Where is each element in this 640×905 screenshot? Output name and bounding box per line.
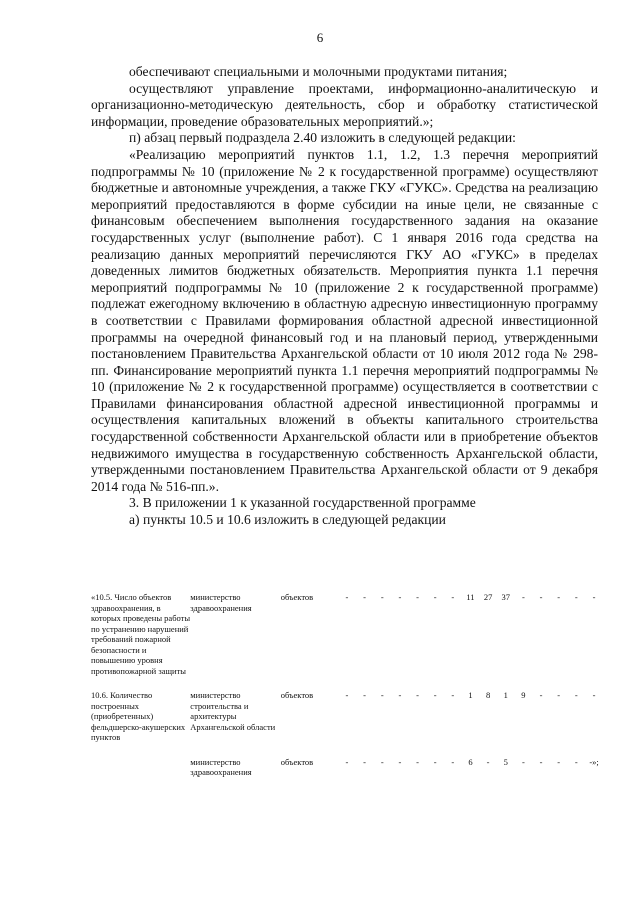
table-row [91,592,603,676]
value-cell: - [398,756,402,767]
value-cell: 37 [501,592,510,602]
value-cell: - [521,592,525,602]
unit: объектов [280,690,314,700]
value-cell: - [363,690,367,700]
value-cell: - [433,592,437,602]
value-cell: - [574,592,578,602]
value-cell: - [345,690,349,700]
value-cell: - [363,592,367,602]
value-cell: - [416,592,419,602]
value-cell: - [380,756,384,767]
value-cell: - [557,592,561,602]
responsible-ministry: министерство здравоохранения [190,756,252,777]
value-cell: - [433,756,437,767]
value-cell: 27 [483,592,493,602]
value-cell: - [451,756,455,767]
value-cell: 1 [468,690,473,700]
value-cell: - [451,592,455,602]
value-cell: 9 [521,690,526,700]
value-cell: - [433,690,437,700]
indicator-name [91,757,190,778]
table-row [91,757,603,778]
value-cell: - [416,690,419,700]
value-cell: - [539,592,543,602]
value-cell: - [592,592,596,602]
value-cell: - [416,756,419,767]
value-cell: 6 [468,756,473,767]
value-cell: - [345,592,349,602]
paragraph: п) абзац первый подраздела 2.40 изложить в следующей редакции: [129,130,516,146]
value-cell: - [574,690,578,700]
value-cell: - [398,690,402,700]
paragraph: а) пункты 10.5 и 10.6 изложить в следующей редакции [129,512,446,528]
value-cell: - [380,690,384,700]
responsible-ministry: министерство строительства и архитектуры Архангельской области [190,690,276,732]
value-cell: - [345,756,349,767]
row-spacer [91,676,603,690]
spacer-cell [91,743,603,757]
value-cell: 8 [485,690,491,700]
value-cell: - [557,690,561,700]
value-cell: 5 [503,756,508,767]
value-cell: - [539,690,543,700]
table-row [91,690,603,743]
indicator-name: «10.5. Число объектов здравоохранения, в которых проведены работы по устранению нарушений требований пожарной безопасности и повышению уровня противопожарной защиты [91,592,191,676]
value-cell: - [574,756,578,767]
value-cell: - [557,756,561,767]
value-cell: - [451,690,455,700]
unit: объектов [280,592,314,602]
spacer-cell [91,676,603,690]
page-number: 6 [316,30,324,45]
unit: объектов [280,756,314,767]
value-cell: - [592,690,596,700]
value-cell: -»; [589,756,599,767]
indicator-name: 10.6. Количество построенных (приобретенных) фельдшерско-акушерских пунктов [91,690,186,742]
document-body [91,64,598,529]
value-cell: - [521,756,525,767]
paragraph: обеспечивают специальными и молочными продуктами питания; [129,64,508,79]
value-cell: - [398,592,402,602]
value-cell: - [363,756,367,767]
value-cell: - [486,756,490,767]
value-cell: 11 [466,592,475,602]
paragraph: 3. В приложении 1 к указанной государственной программе [129,495,476,511]
paragraph: «Реализацию мероприятий пунктов 1.1, 1.2, 1.3 перечня мероприятий подпрограммы № 10 (приложение № 2 к государственной программе) осуществляют бюджетные и автономные учреждения, а также ГКУ «ГУКС». Средства на реализацию мероприятий предоставляются в форме субсидии на иные цели, не связанные с финансовым обеспечением выполнения государственного задания на оказание государственных услуг (выполнение работ). С 1 января 2016 года средства на реализацию данных мероприятий перечисляются ГКУ АО «ГУКС» в пределах доведенных лимитов бюджетных обязательств. Мероприятия пункта 1.1 перечня мероприятий подпрограммы № 10 (приложение 2 к государственной программе) подлежат ежегодному включению в областную адресную инвестиционную программу в соответствии с Правилами формирования областной адресной инвестиционной программы на очередной финансовый год и на плановый период, утвержденными постановлением Правительства Архангельской области от 10 июля 2012 года № 298-пп. Финансирование мероприятий пункта 1.1 перечня мероприятий подпрограммы № 10 (приложение № 2 к государственной программе) осуществляется в соответствии с Правилами финансирования областной адресной инвестиционной программы и осуществления капитальных вложений в объекты капитального строительства государственной собственности Архангельской области или в приобретение объектов недвижимого имущества в государственную собственность Архангельской области, утвержденными постановлением Правительства Архангельской области от 9 декабря 2014 года № 516-пп.». [91,146,598,494]
value-cell: 1 [503,690,508,700]
row-spacer [91,743,603,757]
value-cell: - [539,756,543,767]
value-cell: - [380,592,384,602]
indicators-table [91,592,603,778]
responsible-ministry: министерство здравоохранения [190,592,252,613]
paragraph: осуществляют управление проектами, информационно-аналитическую и организационно-методическую деятельность, сбор и обработку статистической информации, проведение образовательных мероприятий.»; [91,80,598,129]
